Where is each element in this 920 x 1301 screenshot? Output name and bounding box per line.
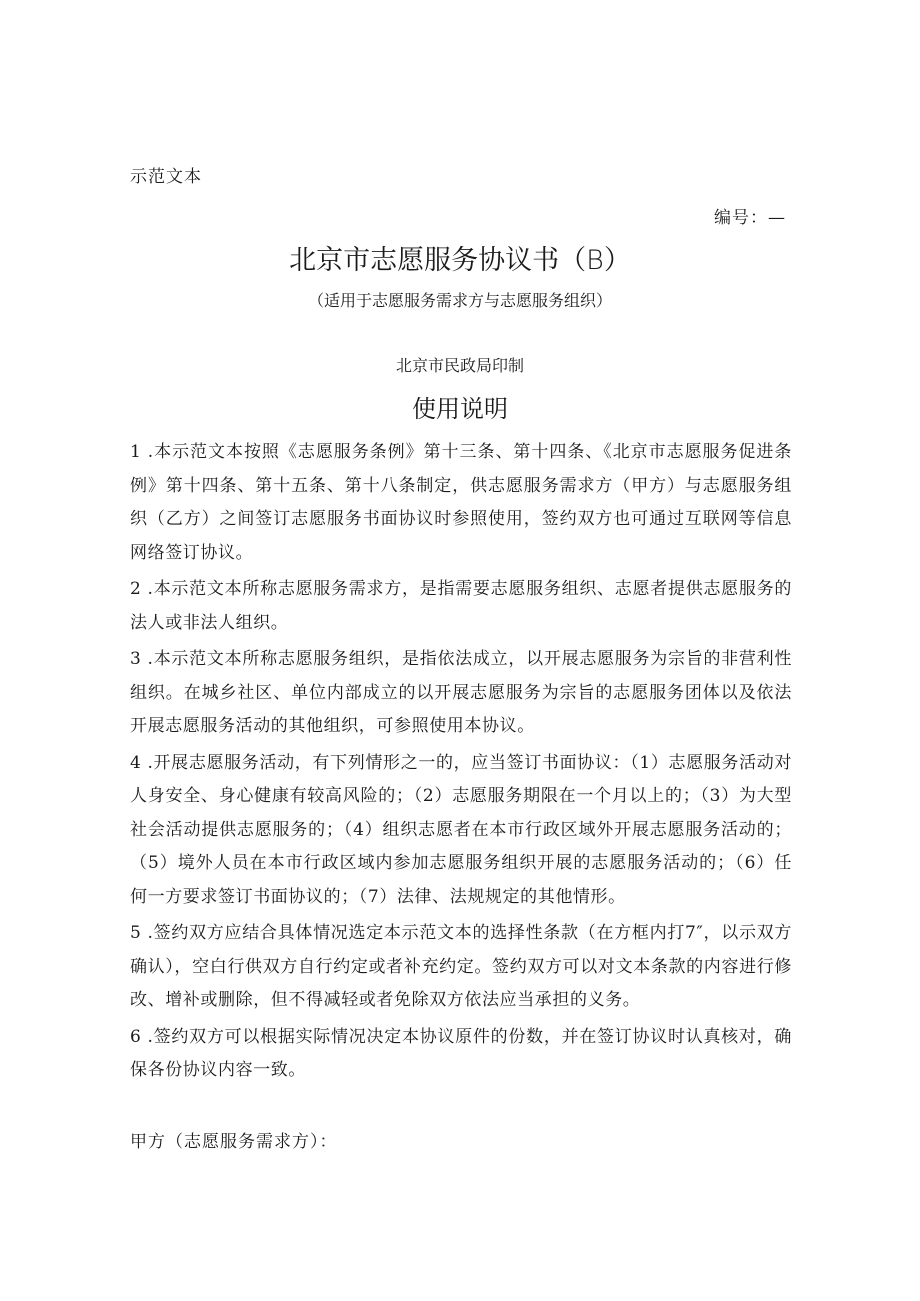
- instruction-item: 2 .本示范文本所称志愿服务需求方，是指需要志愿服务组织、志愿者提供志愿服务的法人或非法人组织。: [130, 579, 792, 633]
- instruction-item: 1 .本示范文本按照《志愿服务条例》第十三条、第十四条、《北京市志愿服务促进条例》第十四条、第十五条、第十八条制定，供志愿服务需求方（甲方）与志愿服务组织（乙方）之间签订志愿服务书面协议时参照使用，签约双方也可通过互联网等信息网络签订协议。: [130, 442, 792, 563]
- instructions-list: [130, 436, 792, 1088]
- instruction-item: 3 .本示范文本所称志愿服务组织，是指依法成立，以开展志愿服务为宗旨的非营利性组织。在城乡社区、单位内部成立的以开展志愿服务为宗旨的志愿服务团体以及依法开展志愿服务活动的其他组织，可参照使用本协议。: [130, 649, 792, 736]
- instructions-heading: 使用说明: [412, 395, 508, 423]
- instruction-item: 5 .签约双方应结合具体情况选定本示范文本的选择性条款（在方框内打7″，以示双方确认），空白行供双方自行约定或者补充约定。签约双方可以对文本条款的内容进行修改、增补或删除，但不得减轻或者免除双方依法应当承担的义务。: [130, 923, 792, 1010]
- party-a-label: 甲方（志愿服务需求方）：: [130, 1132, 338, 1152]
- instruction-item: 6 .签约双方可以根据实际情况决定本协议原件的份数，并在签订协议时认真核对，确保各份协议内容一致。: [130, 1026, 792, 1080]
- document-number: 编号：—: [714, 208, 786, 228]
- document-subtitle: （适用于志愿服务需求方与志愿服务组织）: [307, 291, 612, 310]
- sample-text-label: 示范文本: [130, 167, 202, 187]
- instruction-item: 4 .开展志愿服务活动，有下列情形之一的，应当签订书面协议：（1）志愿服务活动对人身安全、身心健康有较高风险的；（2）志愿服务期限在一个月以上的；（3）为大型社会活动提供志愿服务的；（4）组织志愿者在本市行政区域外开展志愿服务活动的；（5）境外人员在本市行政区域内参加志愿服务组织开展的志愿服务活动的；（6）任何一方要求签订书面协议的；（7）法律、法规规定的其他情形。: [130, 752, 792, 907]
- document-title: 北京市志愿服务协议书（B）: [289, 245, 631, 276]
- printed-by: 北京市民政局印制: [395, 356, 524, 375]
